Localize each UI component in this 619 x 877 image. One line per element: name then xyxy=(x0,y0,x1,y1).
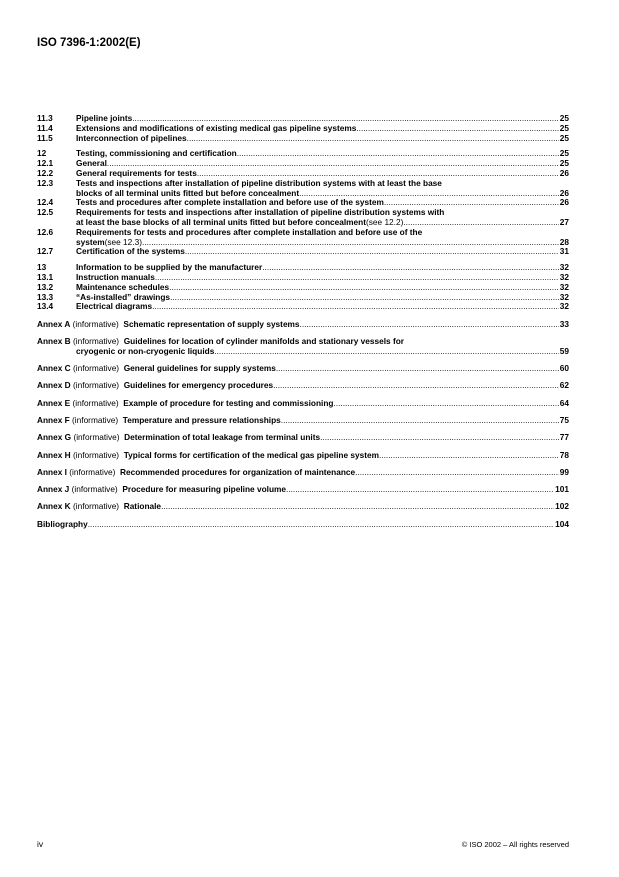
toc-number: 12.1 xyxy=(37,158,54,169)
annex-type: (informative) xyxy=(72,414,119,425)
annex-label: Annex H xyxy=(37,449,71,460)
toc-number: 11.4 xyxy=(37,122,53,133)
toc-page: 25 xyxy=(559,113,569,123)
toc-page: 25 xyxy=(559,148,569,159)
toc-number: 12.2 xyxy=(37,167,54,178)
toc-page: 101 xyxy=(555,484,569,495)
toc-number: 12.7 xyxy=(37,246,54,257)
annex-title: Procedure for measuring pipeline volume xyxy=(122,484,287,495)
annex-title: General guidelines for supply systems xyxy=(123,363,276,374)
toc-page: 104 xyxy=(555,518,569,529)
annex-label: Annex K xyxy=(37,501,71,512)
toc-page: 28 xyxy=(559,236,569,247)
toc-page: 32 xyxy=(559,262,569,273)
toc-entry-annex-g[interactable] xyxy=(37,433,569,443)
toc-number: 12.3 xyxy=(37,177,54,188)
toc-page: 32 xyxy=(559,291,569,302)
toc-title: Requirements for tests and inspections after installation of pipeline distribution systems with xyxy=(76,207,445,218)
toc-title: Testing, commissioning and certification xyxy=(76,148,237,159)
toc-number: 13.3 xyxy=(37,291,54,302)
annex-title: Guidelines for emergency procedures xyxy=(123,380,274,391)
toc-page: 78 xyxy=(559,449,569,460)
annex-type: (informative) xyxy=(72,363,120,374)
annex-title: Rationale xyxy=(123,501,162,512)
toc-page: 25 xyxy=(559,158,569,169)
toc-title: Requirements for tests and procedures after complete installation and before use of the xyxy=(76,226,423,237)
toc-entry-12-7[interactable] xyxy=(37,247,569,257)
toc-page: 59 xyxy=(559,345,569,356)
toc-page: 33 xyxy=(559,318,569,329)
toc-page: 27 xyxy=(559,216,569,227)
annex-label: Annex G xyxy=(37,432,72,443)
toc-entry-12-6[interactable] xyxy=(37,228,569,248)
toc-page: 26 xyxy=(559,197,569,208)
annex-title: Typical forms for certification of the medical gas pipeline system xyxy=(123,449,379,460)
annex-label: Annex J xyxy=(37,484,70,495)
annex-label: Annex I xyxy=(37,466,67,477)
annex-type: (informative) xyxy=(72,397,119,408)
toc-entry-annex-e[interactable] xyxy=(37,399,569,409)
toc-page: 25 xyxy=(559,122,569,133)
annex-label: Annex C xyxy=(37,363,71,374)
toc-entry-annex-c[interactable] xyxy=(37,364,569,374)
toc-number: 11.5 xyxy=(37,132,53,143)
toc-title: General xyxy=(76,158,107,169)
annex-title: Determination of total leakage from terminal units xyxy=(124,432,321,443)
toc-page: 102 xyxy=(555,501,569,512)
toc-reference-note: (see 12.2) xyxy=(366,216,404,227)
toc-entry-annex-d[interactable] xyxy=(37,381,569,391)
toc-page: 26 xyxy=(559,167,569,178)
toc-page: 60 xyxy=(559,363,569,374)
annex-type: (informative) xyxy=(69,466,116,477)
annex-type: (informative) xyxy=(72,449,120,460)
annex-title: Recommended procedures for organization of maintenance xyxy=(120,466,356,477)
annex-label: Annex F xyxy=(37,414,70,425)
page-number: iv xyxy=(37,839,44,849)
annex-type: (informative) xyxy=(72,335,120,346)
annex-type: (informative) xyxy=(72,501,120,512)
toc-title: Instruction manuals xyxy=(76,271,155,282)
copyright-notice: © ISO 2002 – All rights reserved xyxy=(461,840,569,849)
toc-entry-annex-i[interactable] xyxy=(37,468,569,478)
toc-page: 31 xyxy=(559,246,569,257)
annex-type: (informative) xyxy=(72,318,119,329)
toc-title: Extensions and modifications of existing medical gas pipeline systems xyxy=(76,122,357,133)
toc-number: 13.2 xyxy=(37,281,54,292)
toc-title: Interconnection of pipelines xyxy=(76,132,187,143)
table-of-contents xyxy=(37,114,569,530)
toc-page: 32 xyxy=(559,301,569,312)
toc-entry-annex-k[interactable] xyxy=(37,502,569,512)
toc-number: 12.5 xyxy=(37,207,54,218)
toc-title: General requirements for tests xyxy=(76,167,197,178)
toc-title: Certification of the systems xyxy=(76,246,185,257)
annex-type: (informative) xyxy=(72,380,120,391)
annex-label: Annex B xyxy=(37,335,71,346)
toc-entry-annex-b[interactable] xyxy=(37,337,569,357)
toc-page: 26 xyxy=(559,187,569,198)
annex-label: Annex A xyxy=(37,318,71,329)
toc-title: Tests and inspections after installation of pipeline distribution systems with at least the base xyxy=(76,177,442,188)
annex-label: Annex D xyxy=(37,380,71,391)
toc-entry-12[interactable] xyxy=(37,149,569,159)
toc-page: 32 xyxy=(559,271,569,282)
toc-number: 13.1 xyxy=(37,271,54,282)
toc-page: 99 xyxy=(559,466,569,477)
annex-type: (informative) xyxy=(71,484,118,495)
annex-title-continued: cryogenic or non-cryogenic liquids xyxy=(76,345,215,356)
toc-entry-13-4[interactable] xyxy=(37,302,569,312)
toc-number: 11.3 xyxy=(37,113,53,123)
toc-title: Maintenance schedules xyxy=(76,281,170,292)
toc-title-continued: blocks of all terminal units fitted but before concealment xyxy=(76,187,300,198)
toc-number: 13.4 xyxy=(37,301,54,312)
annex-title: Temperature and pressure relationships xyxy=(122,414,281,425)
toc-entry-annex-a[interactable] xyxy=(37,320,569,330)
toc-title-continued: at least the base blocks of all terminal units fitted but before concealment xyxy=(76,216,366,227)
annex-title: Example of procedure for testing and commissioning xyxy=(123,397,334,408)
toc-entry-12-5[interactable] xyxy=(37,208,569,228)
annex-title: Guidelines for location of cylinder manifolds and stationary vessels for xyxy=(123,335,405,346)
toc-title: Tests and procedures after complete installation and before use of the system xyxy=(76,197,384,208)
toc-title: Electrical diagrams xyxy=(76,301,153,312)
annex-title: Schematic representation of supply systems xyxy=(123,318,300,329)
toc-reference-note: (see 12.3) xyxy=(104,236,142,247)
toc-number: 12.6 xyxy=(37,226,54,237)
toc-page: 64 xyxy=(559,397,569,408)
document-id: ISO 7396-1:2002(E) xyxy=(37,37,141,49)
toc-number: 12 xyxy=(37,148,47,159)
toc-title: Pipeline joints xyxy=(76,113,133,123)
toc-number: 12.4 xyxy=(37,197,54,208)
toc-page: 77 xyxy=(559,432,569,443)
toc-entry-bibliography[interactable] xyxy=(37,520,569,530)
bibliography-title: Bibliography xyxy=(37,518,88,529)
annex-type: (informative) xyxy=(73,432,120,443)
toc-entry-annex-h[interactable] xyxy=(37,451,569,461)
toc-page: 32 xyxy=(559,281,569,292)
toc-entry-11-5[interactable] xyxy=(37,134,569,144)
toc-number: 13 xyxy=(37,262,47,273)
toc-entry-annex-f[interactable] xyxy=(37,416,569,426)
toc-title: Information to be supplied by the manufacturer xyxy=(76,262,263,273)
toc-page: 62 xyxy=(559,380,569,391)
toc-entry-annex-j[interactable] xyxy=(37,485,569,495)
toc-page: 25 xyxy=(559,132,569,143)
toc-title-continued: system xyxy=(76,236,105,247)
toc-page: 75 xyxy=(559,414,569,425)
annex-label: Annex E xyxy=(37,397,71,408)
toc-title: “As-installed” drawings xyxy=(76,291,171,302)
toc-entry-12-3[interactable] xyxy=(37,179,569,199)
